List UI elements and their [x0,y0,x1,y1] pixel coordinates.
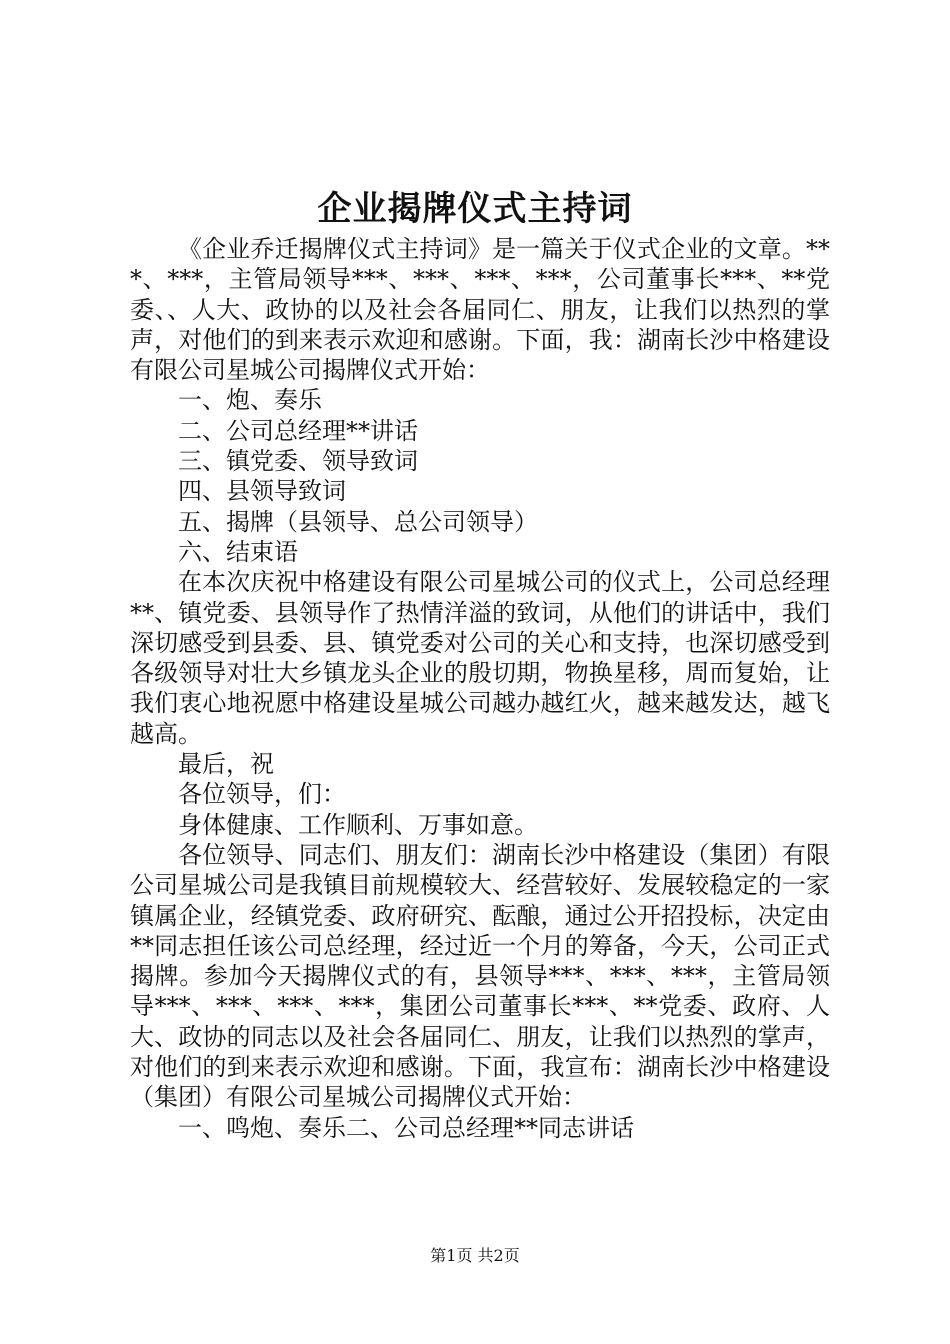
paragraph-wishes: 身体健康、工作顺利、万事如意。 [178,810,538,839]
list-item-3: 三、镇党委、领导致词 [178,447,418,476]
list-item-6: 六、结束语 [178,537,298,566]
paragraph-second-speech: 各位领导、同志们、朋友们：湖南长沙中格建设（集团）有限公司星城公司是我镇目前规模较大、经营较好、发展较稳定的一家镇属企业，经镇党委、政府研究、酝酿，通过公开招投标，决定由**同志担任该公司总经理，经过近一个月的筹备，今天，公司正式揭牌。参加今天揭牌仪式的有，县领导***、***、***，主管局领导***、***、***、***，集团公司董事长***、**党委、政府、人大、政协的同志以及社会各届同仁、朋友，让我们以热烈的掌声，对他们的到来表示欢迎和感谢。下面，我宣布：湖南长沙中格建设（集团）有限公司星城公司揭牌仪式开始： [130,840,830,1112]
page-number: 第1页 共2页 [430,1246,520,1265]
paragraph-finally: 最后，祝 [178,750,274,779]
paragraph-closing-remarks: 在本次庆祝中格建设有限公司星城公司的仪式上，公司总经理**、镇党委、县领导作了热情洋溢的致词，从他们的讲话中，我们深切感受到县委、县、镇党委对公司的关心和支持，也深切感受到各级领导对壮大乡镇龙头企业的殷切期，物换星移，周而复始，让我们衷心地祝愿中格建设星城公司越办越红火，越来越发达，越飞越高。 [130,568,830,748]
paragraph-agenda: 一、鸣炮、奏乐二、公司总经理**同志讲话 [178,1113,634,1142]
paragraph-greeting: 各位领导，们： [178,780,346,809]
paragraph-intro: 《企业乔迁揭牌仪式主持词》是一篇关于仪式企业的文章。***、***，主管局领导***、***、***、***，公司董事长***、**党委、、人大、政协的以及社会各届同仁、朋友，让我们以热烈的掌声，对他们的到来表示欢迎和感谢。下面，我：湖南长沙中格建设有限公司星城公司揭牌仪式开始： [130,235,830,385]
document-title: 企业揭牌仪式主持词 [317,189,633,229]
list-item-4: 四、县领导致词 [178,477,346,506]
list-item-2: 二、公司总经理**讲话 [178,416,418,445]
list-item-1: 一、炮、奏乐 [178,386,322,415]
document-body [130,234,830,1143]
list-item-5: 五、揭牌（县领导、总公司领导） [178,507,538,536]
